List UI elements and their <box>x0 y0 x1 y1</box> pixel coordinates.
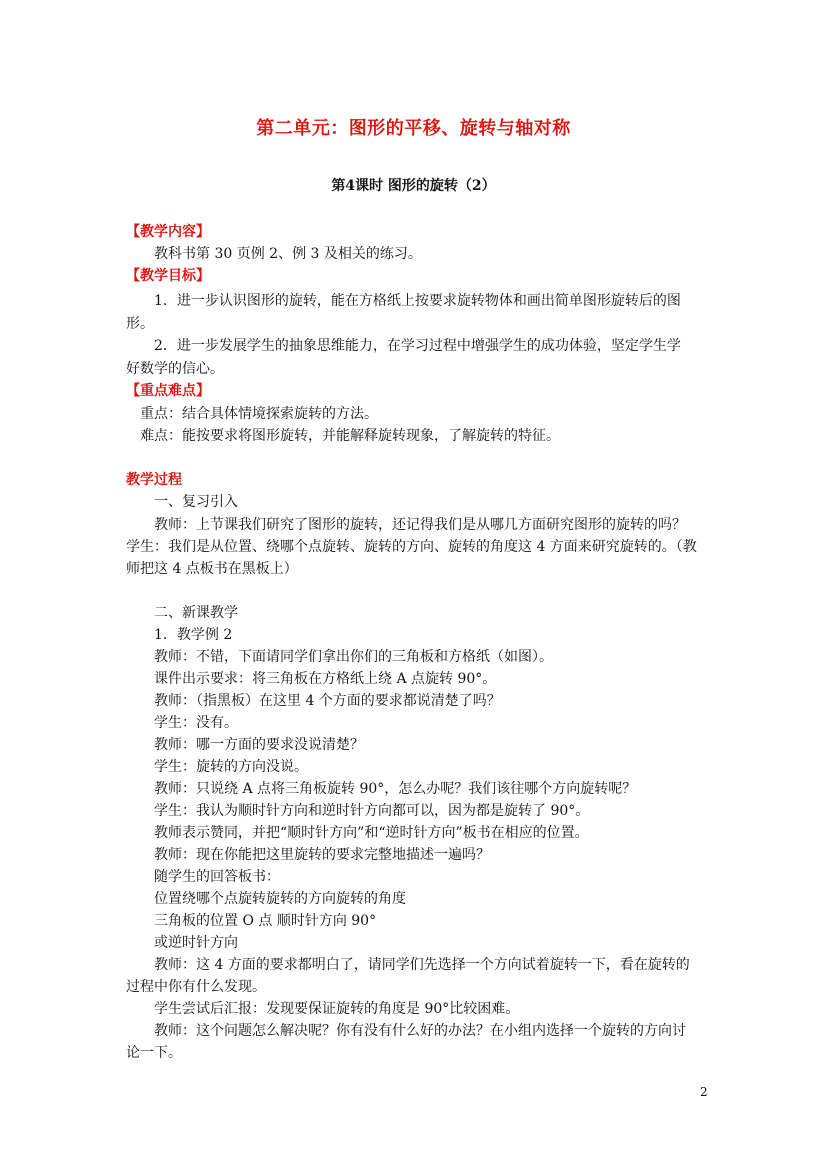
body-line: 1．教学例 2 <box>154 627 233 643</box>
body-line: 或逆时针方向 <box>154 935 238 951</box>
body-line: 学生：我们是从位置、绕哪个点旋转、旋转的方向、旋转的角度这 4 方面来研究旋转的。（教 <box>126 539 697 555</box>
body-line: 学生：我认为顺时针方向和逆时针方向都可以，因为都是旋转了 90°。 <box>154 803 590 819</box>
body-line: 随学生的回答板书： <box>154 869 280 885</box>
body-line: 学生：旋转的方向没说。 <box>154 759 308 775</box>
body-line: 教师：不错，下面请同学们拿出你们的三角板和方格纸（如图）。 <box>154 649 553 665</box>
body-line: 形。 <box>126 316 154 332</box>
section-heading: 【教学内容】 <box>126 224 210 240</box>
body-line: 教师：哪一方面的要求没说清楚？ <box>154 737 364 753</box>
body-line: 论一下。 <box>126 1045 182 1061</box>
body-line: 教师：现在你能把这里旋转的要求完整地描述一遍吗？ <box>154 847 490 863</box>
body-line: 教师：（指黑板）在这里 4 个方面的要求都说清楚了吗？ <box>154 693 501 709</box>
body-line: 2．进一步发展学生的抽象思维能力，在学习过程中增强学生的成功体验，坚定学生学 <box>154 338 681 354</box>
body-line: 位置绕哪个点旋转旋转的方向旋转的角度 <box>154 891 406 907</box>
body-line: 过程中你有什么发现。 <box>126 979 266 995</box>
body-line: 教师表示赞同，并把“顺时针方向”和“逆时针方向”板书在相应的位置。 <box>154 825 589 841</box>
body-line: 二、新课教学 <box>154 605 238 621</box>
body-line: 教师：只说绕 A 点将三角板旋转 90°，怎么办呢？我们该往哪个方向旋转呢？ <box>154 781 637 797</box>
body-line: 师把这 4 点板书在黑板上） <box>126 561 298 577</box>
body-line: 课件出示要求：将三角板在方格纸上绕 A 点旋转 90°。 <box>154 671 497 687</box>
page-number: 2 <box>700 1085 708 1099</box>
body-line: 1．进一步认识图形的旋转，能在方格纸上按要求旋转物体和画出简单图形旋转后的图 <box>154 293 681 309</box>
body-line: 学生尝试后汇报：发现要保证旋转的角度是 90°比较困难。 <box>154 1001 520 1017</box>
body-line: 一、复习引入 <box>154 494 238 510</box>
body-line: 难点：能按要求将图形旋转，并能解释旋转现象，了解旋转的特征。 <box>140 428 560 444</box>
section-heading: 【教学目标】 <box>126 268 210 284</box>
body-line: 教师：这 4 方面的要求都明白了，请同学们先选择一个方向试着旋转一下，看在旋转的 <box>154 957 690 973</box>
body-line: 教科书第 30 页例 2、例 3 及相关的练习。 <box>154 246 422 262</box>
body-line: 教师：上节课我们研究了图形的旋转，还记得我们是从哪几方面研究图形的旋转的吗？ <box>154 517 686 533</box>
body-line: 教师：这个问题怎么解决呢？你有没有什么好的办法？在小组内选择一个旋转的方向讨 <box>154 1023 686 1039</box>
lesson-subtitle: 第4课时 图形的旋转（2） <box>331 178 496 194</box>
section-heading: 【重点难点】 <box>126 383 210 399</box>
body-line: 三角板的位置 O 点 顺时针方向 90° <box>154 913 377 929</box>
section-heading: 教学过程 <box>126 472 182 488</box>
body-line: 重点：结合具体情境探索旋转的方法。 <box>140 406 378 422</box>
body-line: 学生：没有。 <box>154 715 238 731</box>
body-line: 好数学的信心。 <box>126 361 224 377</box>
unit-title: 第二单元：图形的平移、旋转与轴对称 <box>256 118 571 139</box>
